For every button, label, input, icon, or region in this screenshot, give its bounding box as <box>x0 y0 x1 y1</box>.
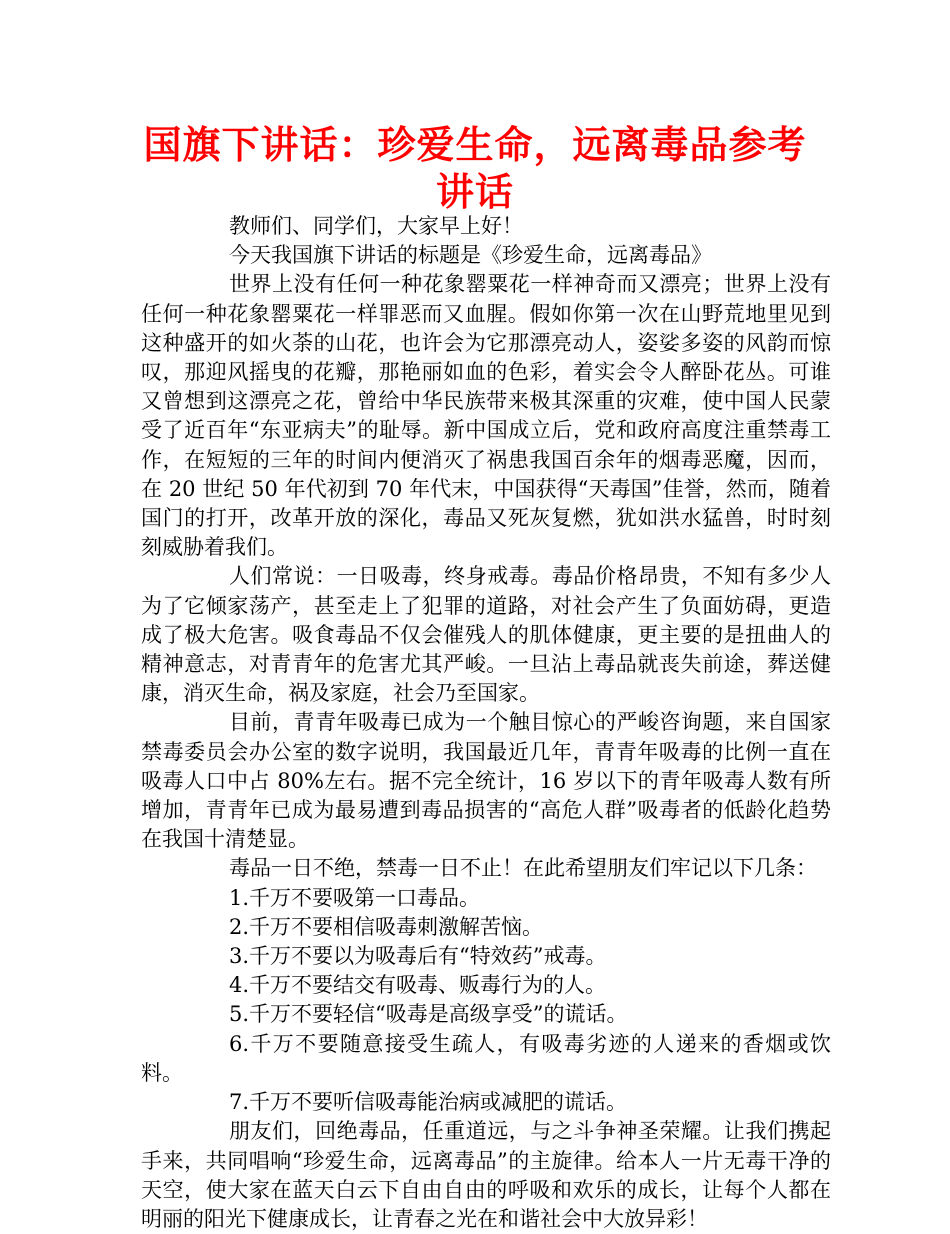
greeting-paragraph: 教师们、同学们，大家早上好！ <box>229 214 523 238</box>
body-paragraph: 毒品一日不绝，禁毒一日不止！在此希望朋友们牢记以下几条： <box>229 856 817 881</box>
closing-paragraph: 朋友们，回绝毒品，任重道远，与之斗争神圣荣耀。让我们携起手来，共同唱响“珍爱生命，远离毒品”的主旋律。给本人一片无毒干净的天空，使大家在蓝天白云下自由自由的呼吸和欢乐的成长，让每个人都在明丽的阳光下健康成长，让青春之光在和谐社会中大放异彩！ <box>141 1119 831 1231</box>
topic-paragraph: 今天我国旗下讲话的标题是《珍爱生命，远离毒品》 <box>229 243 712 268</box>
document-body <box>141 212 831 1234</box>
list-item: 2.千万不要相信吸毒刺激解苦恼。 <box>229 914 544 939</box>
body-paragraph: 世界上没有任何一种花象罂粟花一样神奇而又漂亮；世界上没有任何一种花象罂粟花一样罪恶而又血腥。假如你第一次在山野荒地里见到这种盛开的如火荼的山花，也许会为它那漂亮动人，姿娑多姿的风韵而惊叹，那迎风摇曳的花瓣，那艳丽如血的色彩，着实会令人醉卧花丛。可谁又曾想到这漂亮之花，曾给中华民族带来极其深重的灾难，使中国人民蒙受了近百年“东亚病夫”的耻辱。新中国成立后，党和政府高度注重禁毒工作，在短短的三年的时间内便消灭了祸患我国百余年的烟毒恶魔，因而，在 20 世纪 50 年代初到 70 年代末，中国获得“天毒国”佳誉，然而，随着国门的打开，改革开放的深化，毒品又死灰复燃，犹如洪水猛兽，时时刻刻威胁着我们。 <box>141 272 831 560</box>
body-paragraph: 人们常说：一日吸毒，终身戒毒。毒品价格昂贵，不知有多少人为了它倾家荡产，甚至走上了犯罪的道路，对社会产生了负面妨碍，更造成了极大危害。吸食毒品不仅会催残人的肌体健康，更主要的是扭曲人的精神意志，对青青年的危害尤其严峻。一旦沾上毒品就丧失前途，葬送健康，消灭生命，祸及家庭，社会乃至国家。 <box>141 564 831 706</box>
list-item: 7.千万不要听信吸毒能治病或减肥的谎话。 <box>229 1090 628 1115</box>
list-item: 3.千万不要以为吸毒后有“特效药”戒毒。 <box>229 944 607 969</box>
document-title: 国旗下讲话：珍爱生命，远离毒品参考讲话 <box>143 123 807 214</box>
list-item: 1.千万不要吸第一口毒品。 <box>229 885 481 910</box>
list-item: 6.千万不要随意接受生疏人，有吸毒劣迹的人递来的香烟或饮料。 <box>141 1031 831 1085</box>
list-item: 5.千万不要轻信“吸毒是高级享受”的谎话。 <box>229 1002 628 1027</box>
list-item: 4.千万不要结交有吸毒、贩毒行为的人。 <box>229 973 607 998</box>
body-paragraph: 目前，青青年吸毒已成为一个触目惊心的严峻咨询题，来自国家禁毒委员会办公室的数字说明，我国最近几年，青青年吸毒的比例一直在吸毒人口中占 80%左右。据不完全统计，16 岁以下的青年吸毒人数有所增加，青青年已成为最易遭到毒品损害的“高危人群”吸毒者的低龄化趋势在我国十清楚显。 <box>141 710 831 852</box>
